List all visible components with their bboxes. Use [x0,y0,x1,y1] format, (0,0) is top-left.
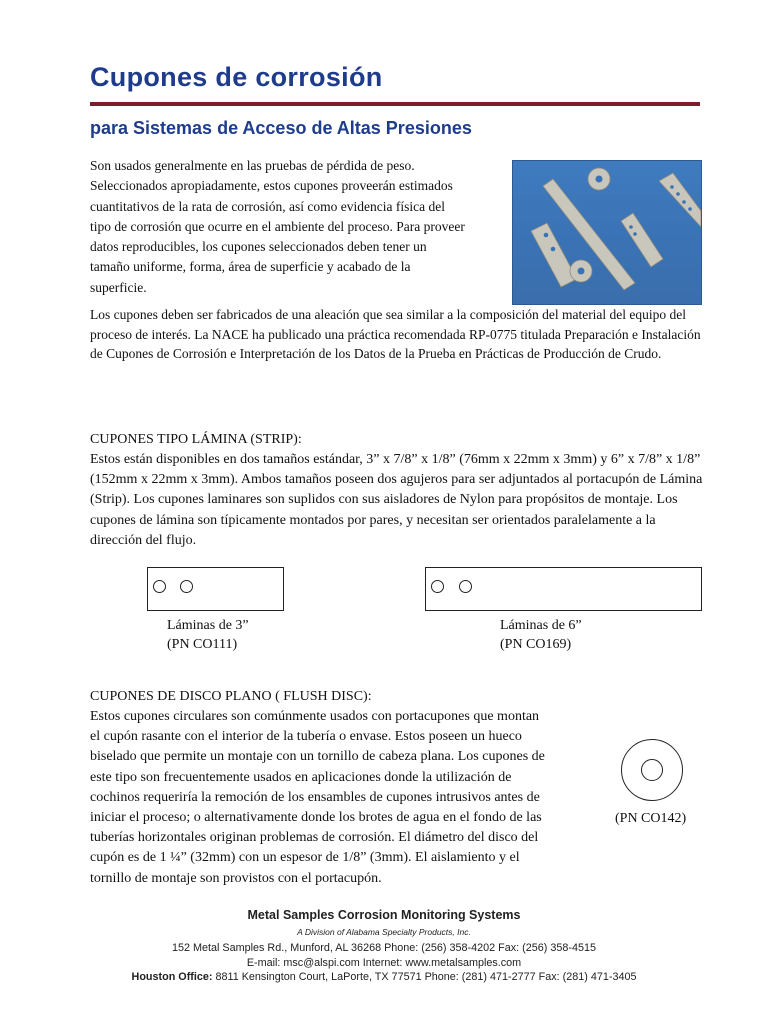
strip-hole [180,580,193,593]
flush-disc-hole [641,759,663,781]
nace-paragraph: Los cupones deben ser fabricados de una aleación que sea similar a la composición del material del equipo del proceso de interés. La NACE ha publicado una práctica recomendada RP-0775 titulada Preparación e Instalación de Cupones de Corrosión e Interpretación de los Datos de la Prueba en Prácticas de Producción de Crudo. [90,307,701,362]
strip-coupon-3in-diagram [147,567,284,611]
intro-paragraph: Son usados generalmente en las pruebas de pérdida de peso. Seleccionados apropiadamente, estos cupones proveerán estimados cuantitativos de la rata de corrosión, así como evidencia física del tipo de corrosión que ocurre en el ambiente del proceso. Para proveer datos reproducibles, los cupones seleccionados deben tener un tamaño uniforme, forma, área de superficie y acabado de la superficie. [90,158,465,295]
strip-hole [153,580,166,593]
strip-3in-part-number: (PN CO111) [167,637,238,652]
disc-section-heading: CUPONES DE DISCO PLANO ( FLUSH DISC): [90,689,372,704]
strip-3in-label: Láminas de 3” [167,618,249,633]
footer-houston-office [0,971,768,983]
houston-office-label: Houston Office: [131,971,213,983]
footer-contact: E-mail: msc@alspi.com Internet: www.metalsamples.com [246,957,522,969]
strip-6in-caption [500,616,582,654]
strip-coupon-6in-diagram [425,567,702,611]
small-strip-coupon [531,223,577,287]
footer-division: A Division of Alabama Specialty Products, Inc. [297,927,471,937]
disc-part-number: (PN CO142) [615,811,687,826]
strip-section-heading: CUPONES TIPO LÁMINA (STRIP): [90,432,302,447]
strip-hole [459,580,472,593]
strip-6in-part-number: (PN CO169) [500,637,572,652]
strip-3in-caption [167,616,249,654]
coupons-photo [512,160,702,305]
strip-hole [431,580,444,593]
page-subtitle: para Sistemas de Acceso de Altas Presiones [90,118,472,138]
coupons-photo-drawing [513,161,701,304]
footer-company: Metal Samples Corrosion Monitoring Systems [247,908,521,922]
strip-6in-label: Láminas de 6” [500,618,582,633]
disc-section-body: Estos cupones circulares son comúnmente usados con portacupones que montan el cupón rasante con el interior de la tubería o envase. Estos poseen un hueco biselado que permite un montaje con un tornillo de cabeza plana. Los cupones de este tipo son frecuentemente usados en aplicaciones donde la utilización de cochinos requeriría la remoción de los ensambles de cupones intrusivos antes de iniciar el proceso; o alternativamente donde los brotes de agua en el fondo de las tuberías horizontales originan problemas de corrosión. El diámetro del disco del cupón es de 1 ¼” (32mm) con un espesor de 1/8” (3mm). El aislamiento y el tornillo de montaje son provistos con el portacupón. [90,709,545,886]
footer-address: 152 Metal Samples Rd., Munford, AL 36268 Phone: (256) 358-4202 Fax: (256) 358-4515 [172,942,596,954]
middle-strip-coupon [621,213,663,267]
right-strip-coupon [659,173,701,227]
page-title: Cupones de corrosión [90,62,383,92]
title-divider [90,102,700,106]
houston-office-address: 8811 Kensington Court, LaPorte, TX 77571 Phone: (281) 471-2777 Fax: (281) 471-3405 [212,971,637,983]
strip-section-body: Estos están disponibles en dos tamaños estándar, 3” x 7/8” x 1/8” (76mm x 22mm x 3mm) y 6” x 7/8” x 1/8” (152mm x 22mm x 3mm). Ambos tamaños poseen dos agujeros para ser adjuntados al portacupón de Lámina (Strip). Los cupones laminares son suplidos con sus aisladores de Nylon para propósitos de montaje. Los cupones de lámina son típicamente montados por pares, y necesitan ser orientados paralelamente a la dirección del flujo. [90,452,703,548]
